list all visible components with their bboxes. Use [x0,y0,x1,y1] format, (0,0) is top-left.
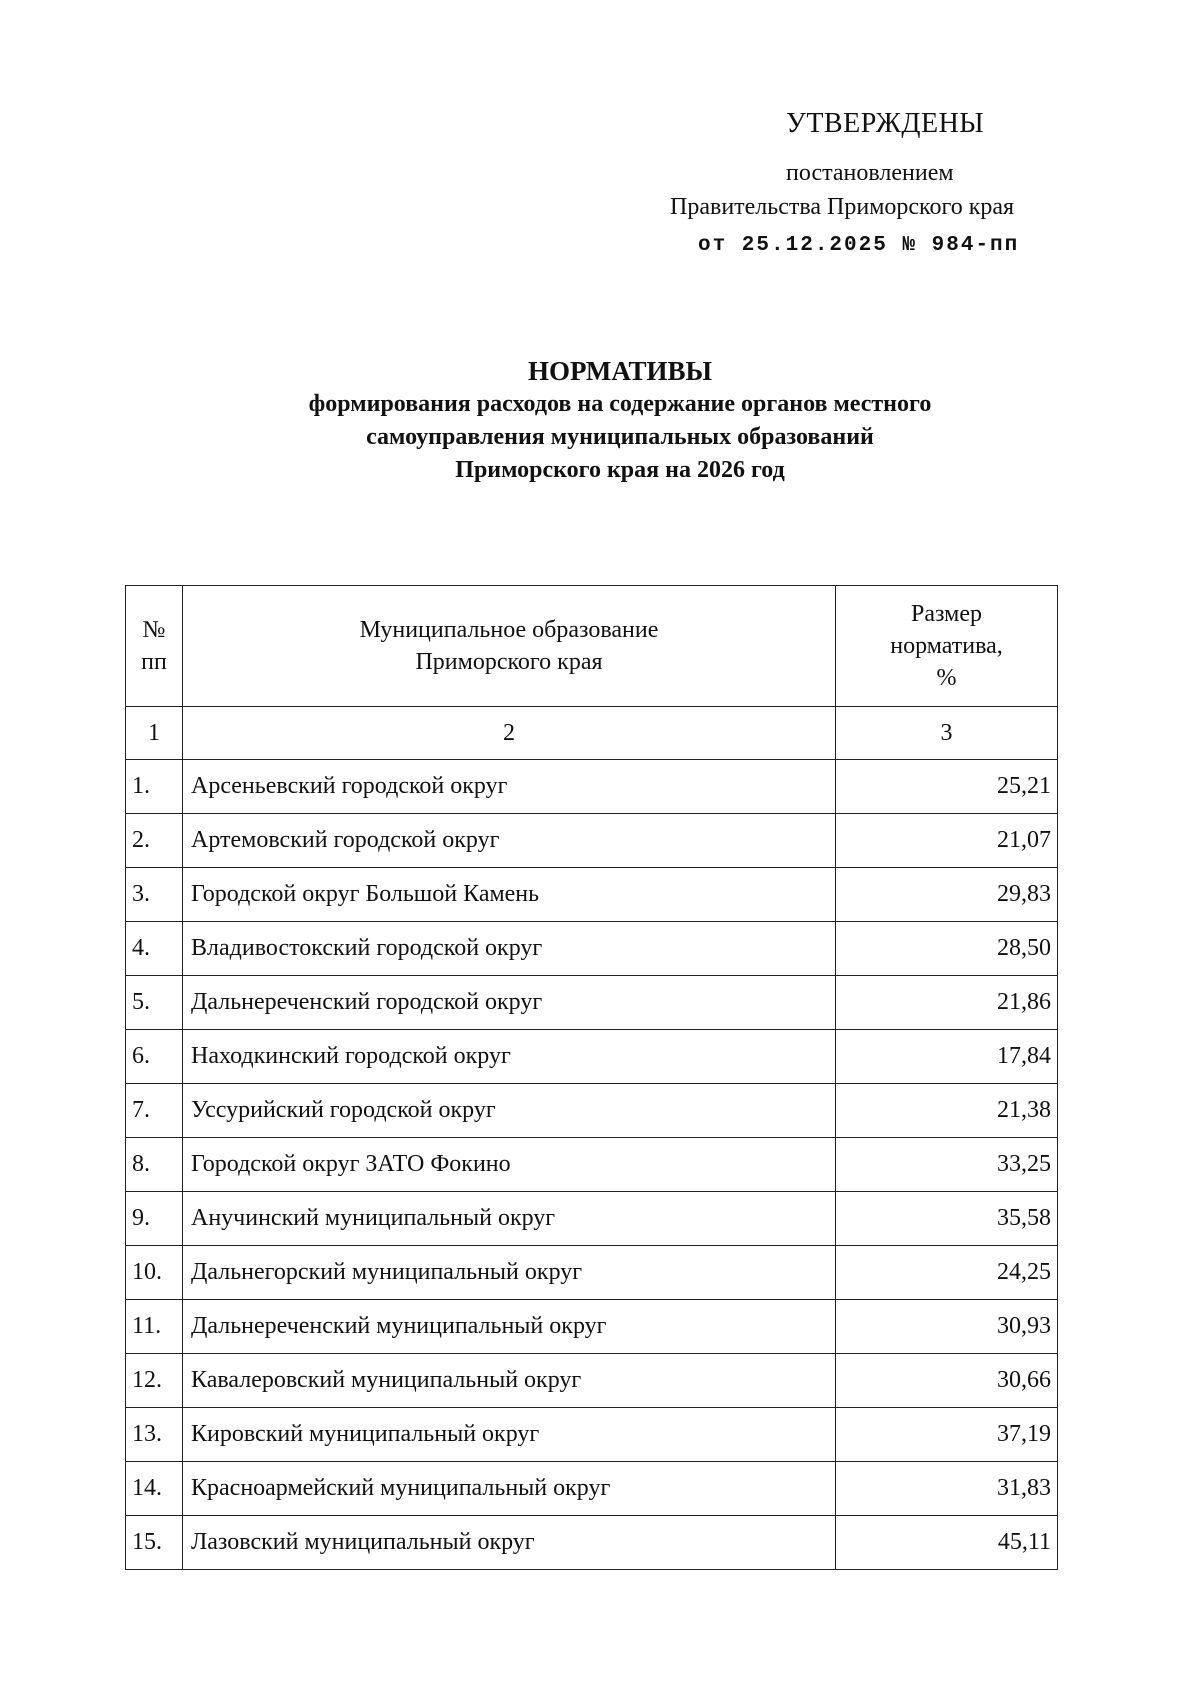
table-row [126,1030,1058,1084]
norm-value: 31,83 [836,1462,1058,1516]
header-municipality-line-1: Муниципальное образование [359,617,659,643]
municipality-name: Лазовский муниципальный округ [183,1516,836,1570]
approved-label: УТВЕРЖДЕНЫ [786,108,985,139]
municipality-name: Кавалеровский муниципальный округ [183,1354,836,1408]
document-subtitle-line-1: формирования расходов на содержание органов местного [308,391,932,417]
norm-value: 37,19 [836,1408,1058,1462]
norm-value: 21,07 [836,814,1058,868]
header-municipality-line-2: Приморского края [415,649,603,675]
header-norm-size-line-2: норматива, [890,633,1003,659]
row-number: 5. [126,976,183,1030]
table-row [126,868,1058,922]
table-row [126,1300,1058,1354]
row-number: 11. [126,1300,183,1354]
table-body [126,760,1058,1570]
municipality-name: Артемовский городской округ [183,814,836,868]
header-norm-size-line-1: Размер [911,601,982,627]
municipality-name: Красноармейский муниципальный округ [183,1462,836,1516]
municipality-name: Дальнегорский муниципальный округ [183,1246,836,1300]
row-number: 3. [126,868,183,922]
row-number: 6. [126,1030,183,1084]
row-number: 14. [126,1462,183,1516]
norm-value: 28,50 [836,922,1058,976]
norm-value: 35,58 [836,1192,1058,1246]
government-label: Правительства Приморского края [670,194,1015,220]
table-row [126,1516,1058,1570]
document-subtitle-line-2: самоуправления муниципальных образований [366,424,874,450]
norm-value: 45,11 [836,1516,1058,1570]
row-number: 7. [126,1084,183,1138]
norm-value: 21,86 [836,976,1058,1030]
norm-value: 33,25 [836,1138,1058,1192]
table-row [126,922,1058,976]
column-index-1: 1 [126,707,183,760]
document-heading [0,354,1200,487]
column-index-3: 3 [836,707,1058,760]
decree-date-number: от 25.12.2025 № 984-пп [698,234,1020,257]
municipality-name: Уссурийский городской округ [183,1084,836,1138]
table-row [126,1354,1058,1408]
municipality-name: Арсеньевский городской округ [183,760,836,814]
table-row [126,1408,1058,1462]
table-row [126,760,1058,814]
document-subtitle-line-3: Приморского края на 2026 год [455,457,785,483]
row-number: 13. [126,1408,183,1462]
municipality-name: Дальнереченский муниципальный округ [183,1300,836,1354]
municipality-name: Городской округ Большой Камень [183,868,836,922]
norm-value: 25,21 [836,760,1058,814]
municipality-name: Кировский муниципальный округ [183,1408,836,1462]
norm-value: 29,83 [836,868,1058,922]
table-row [126,1462,1058,1516]
norm-value: 17,84 [836,1030,1058,1084]
municipality-name: Дальнереченский городской округ [183,976,836,1030]
row-number: 10. [126,1246,183,1300]
column-index-row [126,707,1058,760]
column-index-2: 2 [183,707,836,760]
row-number: 1. [126,760,183,814]
municipality-name: Городской округ ЗАТО Фокино [183,1138,836,1192]
norm-value: 30,66 [836,1354,1058,1408]
norm-value: 30,93 [836,1300,1058,1354]
table-row [126,976,1058,1030]
header-number-line-2: пп [141,649,167,675]
row-number: 2. [126,814,183,868]
row-number: 4. [126,922,183,976]
row-number: 8. [126,1138,183,1192]
table-row [126,1192,1058,1246]
table-header-row [126,586,1058,707]
header-norm-size-line-3: % [936,665,957,691]
table-row [126,1138,1058,1192]
row-number: 9. [126,1192,183,1246]
row-number: 12. [126,1354,183,1408]
norm-value: 21,38 [836,1084,1058,1138]
header-municipality [183,586,836,707]
municipality-name: Владивостокский городской округ [183,922,836,976]
header-number [126,586,183,707]
table-row [126,1246,1058,1300]
table-row [126,1084,1058,1138]
decree-label: постановлением [786,160,954,186]
municipality-name: Анучинский муниципальный округ [183,1192,836,1246]
table-row [126,814,1058,868]
norm-value: 24,25 [836,1246,1058,1300]
header-number-line-1: № [142,617,166,643]
header-norm-size [836,586,1058,707]
norms-table [125,585,1058,1570]
row-number: 15. [126,1516,183,1570]
document-title: НОРМАТИВЫ [527,356,713,386]
municipality-name: Находкинский городской округ [183,1030,836,1084]
